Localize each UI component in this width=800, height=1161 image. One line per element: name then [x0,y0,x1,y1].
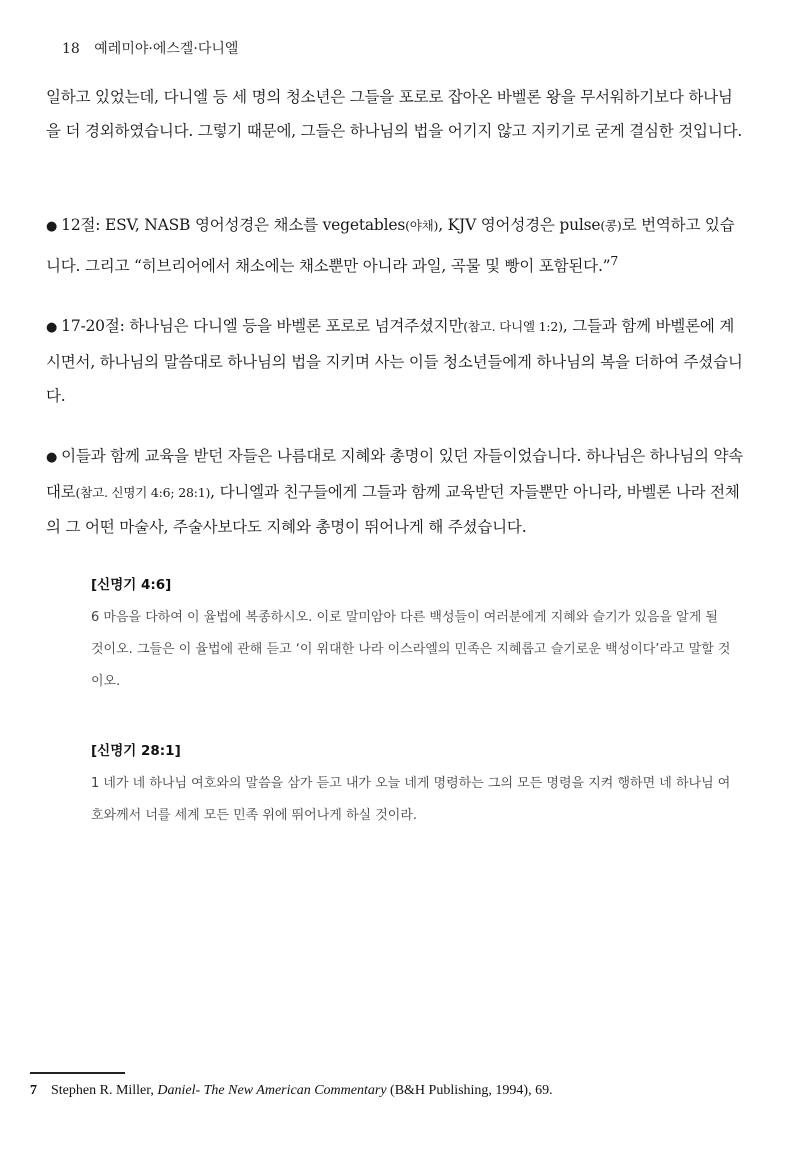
bullet-icon: ● [46,450,58,465]
quote-deuteronomy-4-6 [91,574,731,698]
footnote-number: 7 [30,1083,37,1098]
paragraph-verses-17-20: ● 17-20절: 하나님은 다니엘 등을 바벨론 포로로 넘겨주셨지만(참고. 다니엘 1:2), 그들과 함께 바벨론에 계시면서, 하나님의 말씀대로 하나님의 법을 지키며 사는 이들 청소년들에게 하나님의 복을 더하여 주셨습니다. [46,309,746,413]
footnote-divider [30,1072,125,1074]
footnote [30,1083,553,1099]
paragraph-wisdom: ● 이들과 함께 교육을 받던 자들은 나름대로 지혜와 총명이 있던 자들이었습니다. 하나님은 하나님의 약속대로(참고. 신명기 4:6; 28:1), 다니엘과 친구들에게 그들과 함께 교육받던 자들뿐만 아니라, 바벨론 나라 전체의 그 어떤 마술사, 주술사보다도 지혜와 총명이 뛰어나게 해 주셨습니다. [46,439,746,544]
footnote-author: Stephen R. Miller, [51,1083,158,1098]
quote-body: 1 네가 네 하나님 여호와의 말씀을 삼가 듣고 내가 오늘 네게 명령하는 그의 모든 명령을 지켜 행하면 네 하나님 여호와께서 너를 세계 모든 민족 위에 뛰어나게 하실 것이라. [91,776,731,823]
intro-paragraph: 일하고 있었는데, 다니엘 등 세 명의 청소년은 그들을 포로로 잡아온 바벨론 왕을 무서워하기보다 하나님을 더 경외하였습니다. 그렇기 때문에, 그들은 하나님의 법을 어기지 않고 지키기로 굳게 결심한 것입니다. [46,88,743,140]
footnote-reference: 7 [610,253,619,268]
running-title: 예레미야·에스겔·다니엘 [94,41,239,57]
quote-body: 6 마음을 다하여 이 율법에 복종하시오. 이로 말미암아 다른 백성들이 여러분에게 지혜와 슬기가 있음을 알게 될 것이오. 그들은 이 율법에 관해 듣고 ‘이 위대한 나라 이스라엘의 민족은 지혜롭고 슬기로운 백성이다’라고 말할 것이오. [91,610,731,689]
page-number: 18 [62,41,80,57]
quote-deuteronomy-28-1 [91,740,731,832]
quote-title: [신명기 28:1] [91,743,181,759]
running-header [62,38,238,58]
footnote-publication: (B&H Publishing, 1994), 69. [386,1083,553,1098]
bullet-icon: ● [46,320,58,335]
footnote-title: Daniel- The New American Commentary [157,1083,387,1098]
paragraph-verse-12: ● 12절: ESV, NASB 영어성경은 채소를 vegetables(야채), KJV 영어성경은 pulse(콩)로 번역하고 있습니다. 그리고 “히브리어에서 채소에는 채소뿐만 아니라 과일, 곡물 및 빵이 포함된다.”$^7$ [46,208,746,283]
quote-title: [신명기 4:6] [91,577,172,593]
bullet-icon: ● [46,219,58,234]
